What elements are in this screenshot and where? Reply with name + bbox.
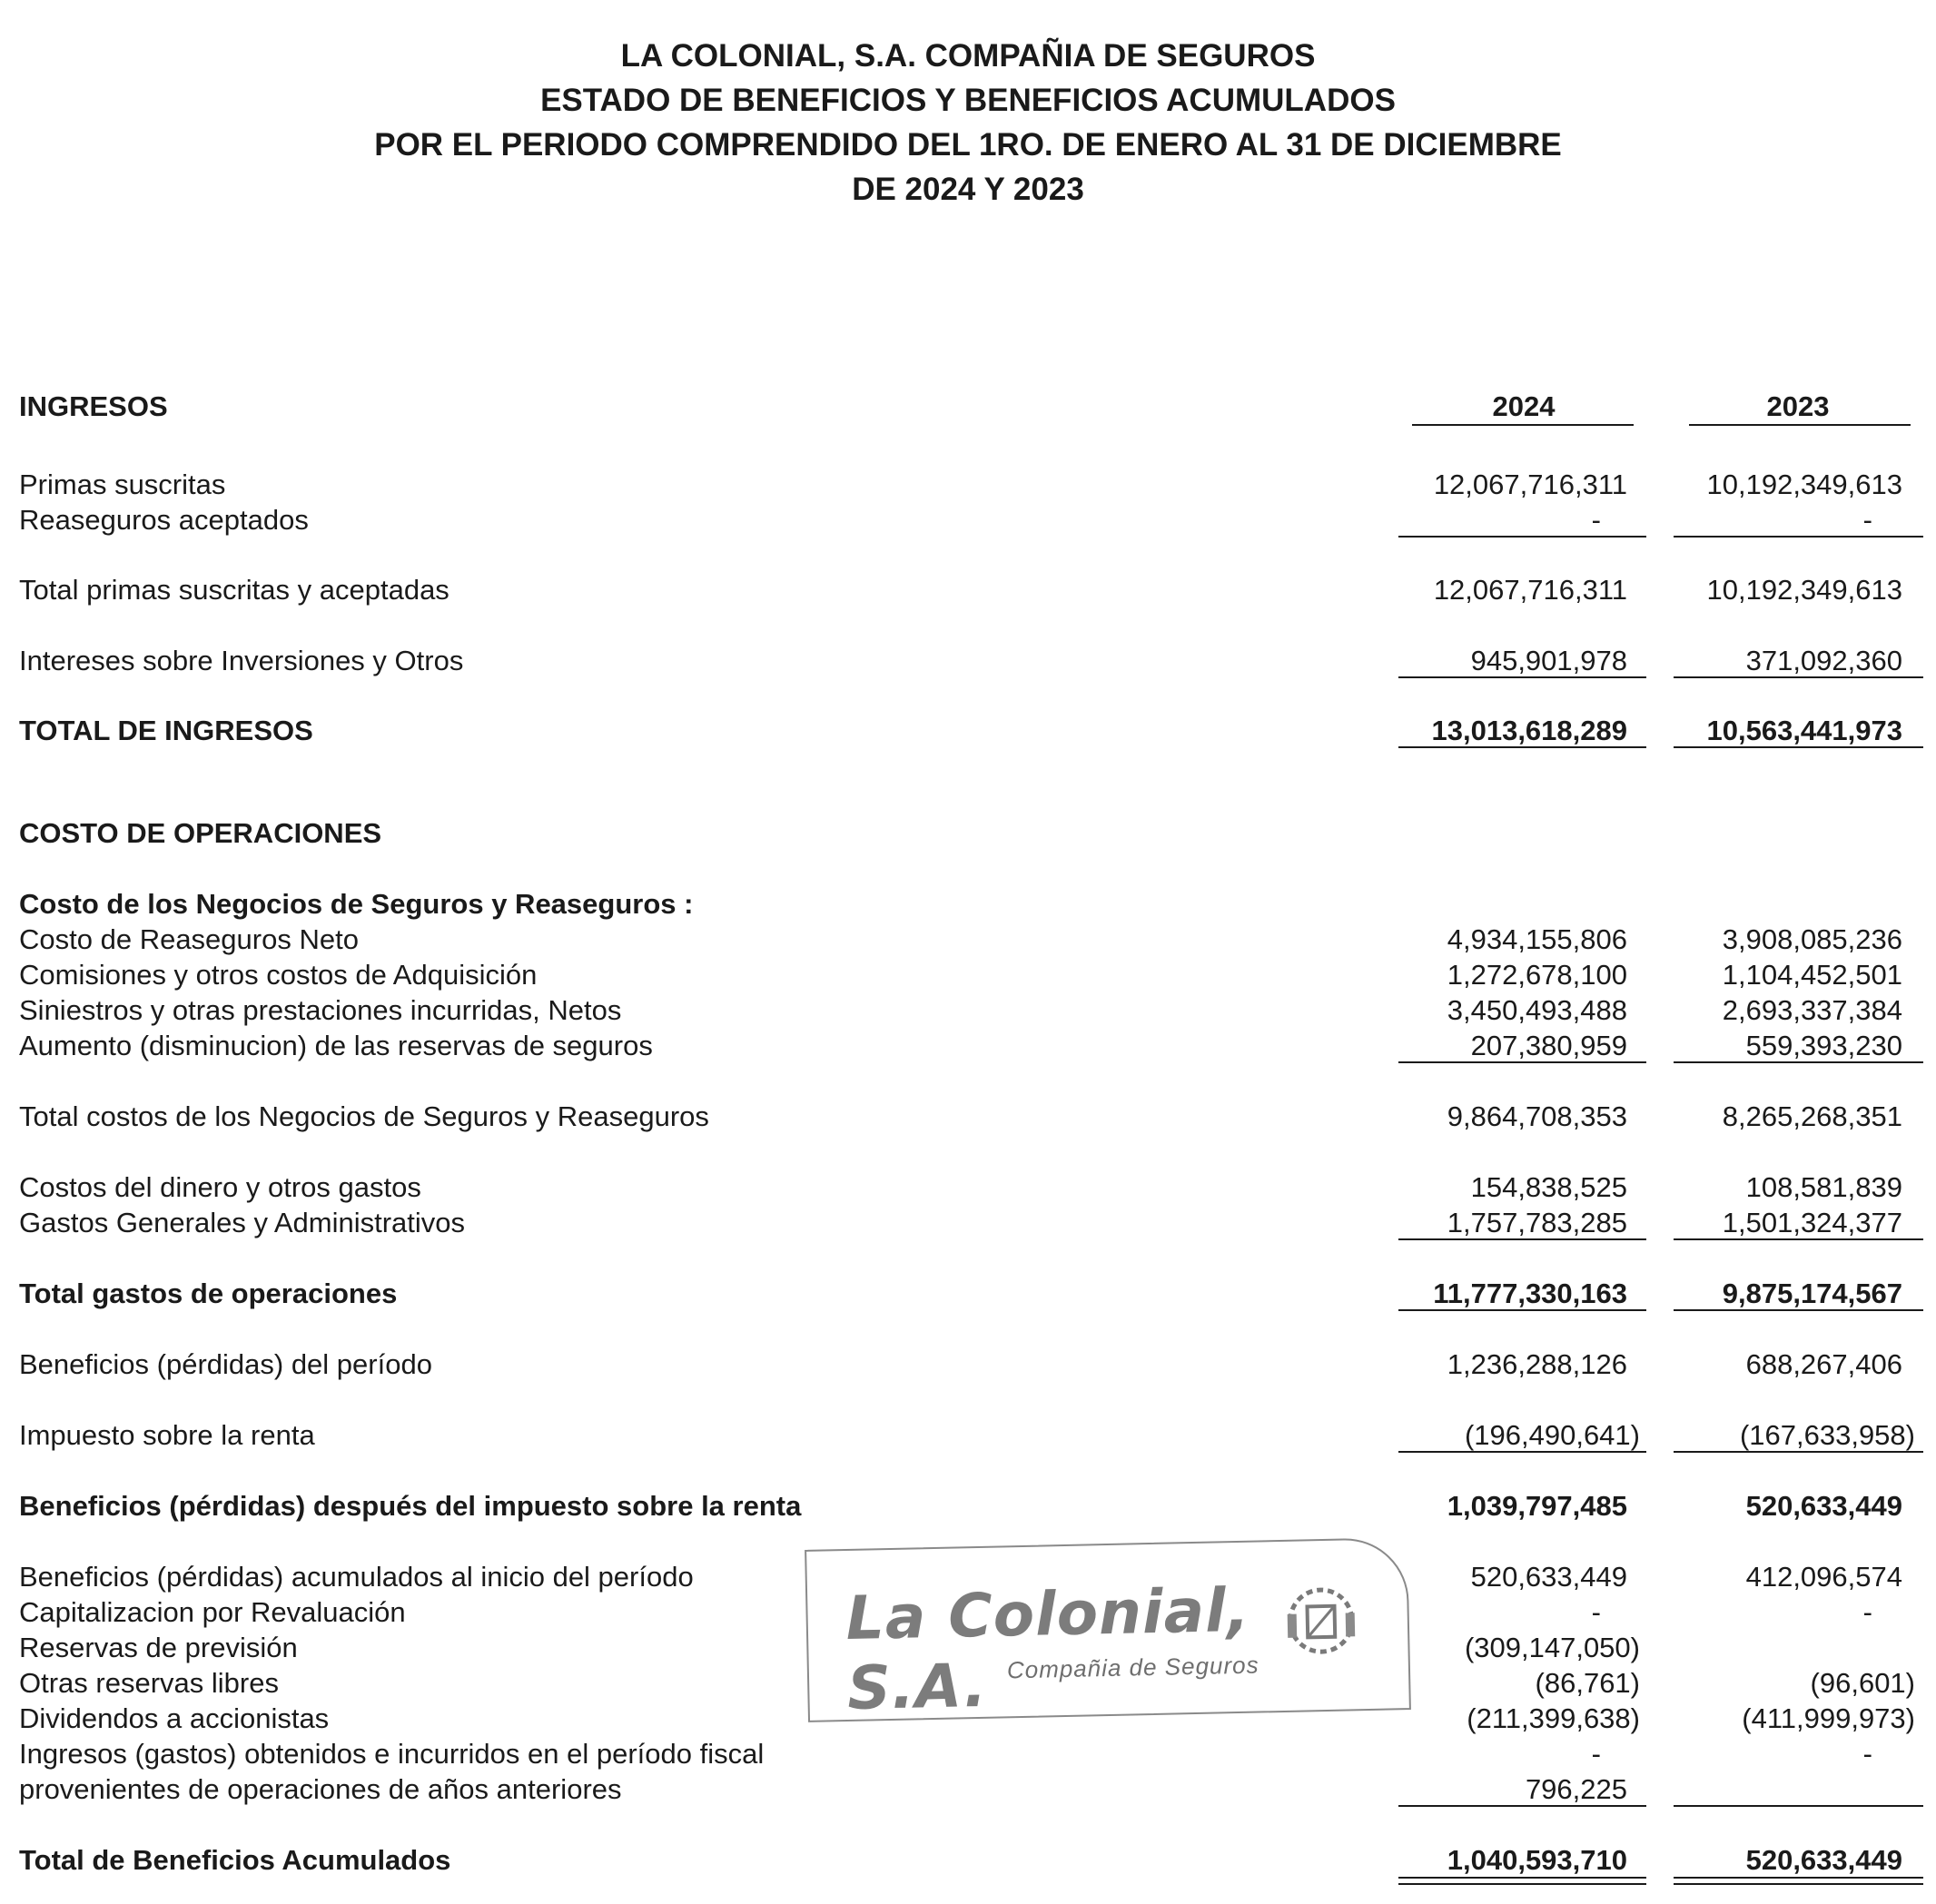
row-label: Reservas de previsión xyxy=(19,1632,298,1663)
row-label: Comisiones y otros costos de Adquisición xyxy=(19,959,538,991)
subtotal-line-2023 xyxy=(1674,1805,1923,1807)
value-2023: 10,563,441,973 xyxy=(1706,715,1902,746)
row-costo-reaseguros xyxy=(0,922,1936,957)
row-label: Total primas suscritas y aceptadas xyxy=(19,574,449,606)
row-capitalizacion xyxy=(0,1594,1936,1630)
row-label: Reaseguros aceptados xyxy=(19,504,309,536)
value-2023: - xyxy=(1862,1738,1872,1770)
value-2023: 9,875,174,567 xyxy=(1722,1278,1902,1309)
value-2024: (86,761) xyxy=(1535,1667,1640,1699)
row-aumento-reservas xyxy=(0,1028,1936,1063)
value-2023: (411,999,973) xyxy=(1742,1702,1915,1734)
value-2023: 412,096,574 xyxy=(1745,1561,1902,1593)
value-2024: 520,633,449 xyxy=(1470,1561,1627,1593)
total-line-2023 xyxy=(1674,1309,1923,1311)
subtotal-line-2023 xyxy=(1674,536,1923,538)
row-primas-suscritas xyxy=(0,467,1936,502)
column-header-2023: 2023 xyxy=(1766,390,1830,422)
row-label: Impuesto sobre la renta xyxy=(19,1419,315,1451)
double-line-bottom-2024 xyxy=(1398,1883,1646,1885)
ingresos-header-row xyxy=(0,389,1936,424)
value-2024: 11,777,330,163 xyxy=(1433,1278,1627,1309)
title-company: LA COLONIAL, S.A. COMPAÑIA DE SEGUROS xyxy=(620,38,1316,74)
subtotal-line-2023 xyxy=(1674,1238,1923,1240)
row-total-primas xyxy=(0,572,1936,607)
row-label: Dividendos a accionistas xyxy=(19,1702,330,1734)
row-label: Total de Beneficios Acumulados xyxy=(19,1844,451,1876)
row-label: TOTAL DE INGRESOS xyxy=(19,715,313,746)
row-label: Beneficios (pérdidas) acumulados al inicio del período xyxy=(19,1561,694,1593)
stamp-company-name: La Colonial, S.A. xyxy=(845,1574,1251,1724)
value-2024: 12,067,716,311 xyxy=(1433,469,1627,500)
value-2024: (211,399,638) xyxy=(1467,1702,1640,1734)
row-comisiones xyxy=(0,957,1936,992)
row-total-gastos xyxy=(0,1276,1936,1311)
value-2024: 945,901,978 xyxy=(1470,645,1627,676)
section-ingresos: INGRESOS xyxy=(19,390,168,422)
subtotal-line-2023 xyxy=(1674,676,1923,678)
subtotal-line-2024 xyxy=(1398,536,1646,538)
row-ingresos-gastos xyxy=(0,1736,1936,1771)
value-2024: 1,040,593,710 xyxy=(1447,1844,1627,1876)
row-provenientes xyxy=(0,1771,1936,1807)
section-costo-operaciones: COSTO DE OPERACIONES xyxy=(19,817,382,849)
row-gastos-generales xyxy=(0,1205,1936,1240)
subtotal-line-2024 xyxy=(1398,1061,1646,1063)
subtotal-line-2023 xyxy=(1674,1451,1923,1453)
subtotal-line-2024 xyxy=(1398,1451,1646,1453)
column-header-2024: 2024 xyxy=(1492,390,1556,422)
title-period: POR EL PERIODO COMPRENDIDO DEL 1RO. DE ENERO AL 31 DE DICIEMBRE xyxy=(374,127,1562,163)
row-costos-dinero xyxy=(0,1169,1936,1205)
row-label: Beneficios (pérdidas) del período xyxy=(19,1348,432,1380)
row-label: Primas suscritas xyxy=(19,469,226,500)
total-line-2023 xyxy=(1674,746,1923,748)
value-2024: 13,013,618,289 xyxy=(1431,715,1627,746)
double-line-bottom-2023 xyxy=(1674,1883,1923,1885)
row-reservas-prevision xyxy=(0,1630,1936,1665)
subtotal-line-2024 xyxy=(1398,1805,1646,1807)
row-label: Beneficios (pérdidas) después del impuesto sobre la renta xyxy=(19,1490,802,1522)
value-2024: - xyxy=(1591,504,1601,536)
value-2023: 3,908,085,236 xyxy=(1722,923,1902,955)
value-2024: 12,067,716,311 xyxy=(1433,574,1627,606)
row-label: provenientes de operaciones de años anteriores xyxy=(19,1773,622,1805)
value-2024: - xyxy=(1591,1596,1601,1628)
value-2024: 1,757,783,285 xyxy=(1447,1207,1627,1238)
title-years: DE 2024 Y 2023 xyxy=(852,172,1084,207)
row-label: Total gastos de operaciones xyxy=(19,1278,398,1309)
header-underline-2023 xyxy=(1689,424,1911,426)
value-2023: (96,601) xyxy=(1810,1667,1915,1699)
total-line-2024 xyxy=(1398,746,1646,748)
value-2023: - xyxy=(1862,1596,1872,1628)
value-2023: 559,393,230 xyxy=(1745,1030,1902,1061)
row-label: Ingresos (gastos) obtenidos e incurridos en el período fiscal xyxy=(19,1738,765,1770)
double-line-top-2024 xyxy=(1398,1877,1646,1879)
value-2023: 8,265,268,351 xyxy=(1722,1100,1902,1132)
row-label: Gastos Generales y Administrativos xyxy=(19,1207,466,1238)
value-2023: - xyxy=(1862,504,1872,536)
value-2024: (309,147,050) xyxy=(1464,1632,1640,1663)
value-2023: 520,633,449 xyxy=(1745,1490,1902,1522)
row-dividendos xyxy=(0,1701,1936,1736)
value-2023: 108,581,839 xyxy=(1745,1171,1902,1203)
row-label: Costo de Reaseguros Neto xyxy=(19,923,359,955)
value-2024: 1,236,288,126 xyxy=(1447,1348,1627,1380)
value-2023: 1,104,452,501 xyxy=(1722,959,1902,991)
subsection-label: Costo de los Negocios de Seguros y Reaseguros : xyxy=(19,888,694,920)
subtotal-line-2024 xyxy=(1398,1238,1646,1240)
value-2024: 3,450,493,488 xyxy=(1447,994,1627,1026)
row-beneficios-inicio xyxy=(0,1559,1936,1594)
row-total-beneficios-acumulados xyxy=(0,1842,1936,1878)
row-label: Aumento (disminucion) de las reservas de seguros xyxy=(19,1030,653,1061)
row-otras-reservas xyxy=(0,1665,1936,1701)
row-total-ingresos xyxy=(0,713,1936,748)
row-impuesto xyxy=(0,1417,1936,1453)
row-beneficios-despues xyxy=(0,1488,1936,1524)
value-2024: 207,380,959 xyxy=(1470,1030,1627,1061)
total-line-2024 xyxy=(1398,1309,1646,1311)
row-beneficios-periodo xyxy=(0,1347,1936,1382)
value-2024: 154,838,525 xyxy=(1470,1171,1627,1203)
value-2023: 371,092,360 xyxy=(1745,645,1902,676)
header-underline-2024 xyxy=(1412,424,1634,426)
row-siniestros xyxy=(0,992,1936,1028)
stamp-subtitle: Compañia de Seguros xyxy=(1006,1651,1259,1684)
section-costo-operaciones-row xyxy=(0,815,1936,851)
row-costo-negocios-header xyxy=(0,886,1936,922)
row-total-costos-negocios xyxy=(0,1099,1936,1134)
row-label: Intereses sobre Inversiones y Otros xyxy=(19,645,464,676)
row-label: Costos del dinero y otros gastos xyxy=(19,1171,421,1203)
row-label: Total costos de los Negocios de Seguros y Reaseguros xyxy=(19,1100,709,1132)
value-2023: 10,192,349,613 xyxy=(1706,574,1902,606)
value-2024: 1,272,678,100 xyxy=(1447,959,1627,991)
value-2024: - xyxy=(1591,1738,1601,1770)
row-label: Otras reservas libres xyxy=(19,1667,279,1699)
value-2023: 520,633,449 xyxy=(1745,1844,1902,1876)
value-2023: (167,633,958) xyxy=(1739,1419,1915,1451)
value-2023: 688,267,406 xyxy=(1745,1348,1902,1380)
subtotal-line-2024 xyxy=(1398,676,1646,678)
value-2024: (196,490,641) xyxy=(1464,1419,1640,1451)
value-2024: 796,225 xyxy=(1525,1773,1627,1805)
value-2023: 10,192,349,613 xyxy=(1706,469,1902,500)
title-statement: ESTADO DE BENEFICIOS Y BENEFICIOS ACUMULADOS xyxy=(540,83,1396,118)
value-2023: 2,693,337,384 xyxy=(1722,994,1902,1026)
subtotal-line-2023 xyxy=(1674,1061,1923,1063)
value-2024: 4,934,155,806 xyxy=(1447,923,1627,955)
row-label: Siniestros y otras prestaciones incurridas, Netos xyxy=(19,994,622,1026)
double-line-top-2023 xyxy=(1674,1877,1923,1879)
value-2023: 1,501,324,377 xyxy=(1722,1207,1902,1238)
row-reaseguros-aceptados xyxy=(0,502,1936,538)
row-intereses xyxy=(0,643,1936,678)
value-2024: 9,864,708,353 xyxy=(1447,1100,1627,1132)
row-label: Capitalizacion por Revaluación xyxy=(19,1596,406,1628)
value-2024: 1,039,797,485 xyxy=(1447,1490,1627,1522)
